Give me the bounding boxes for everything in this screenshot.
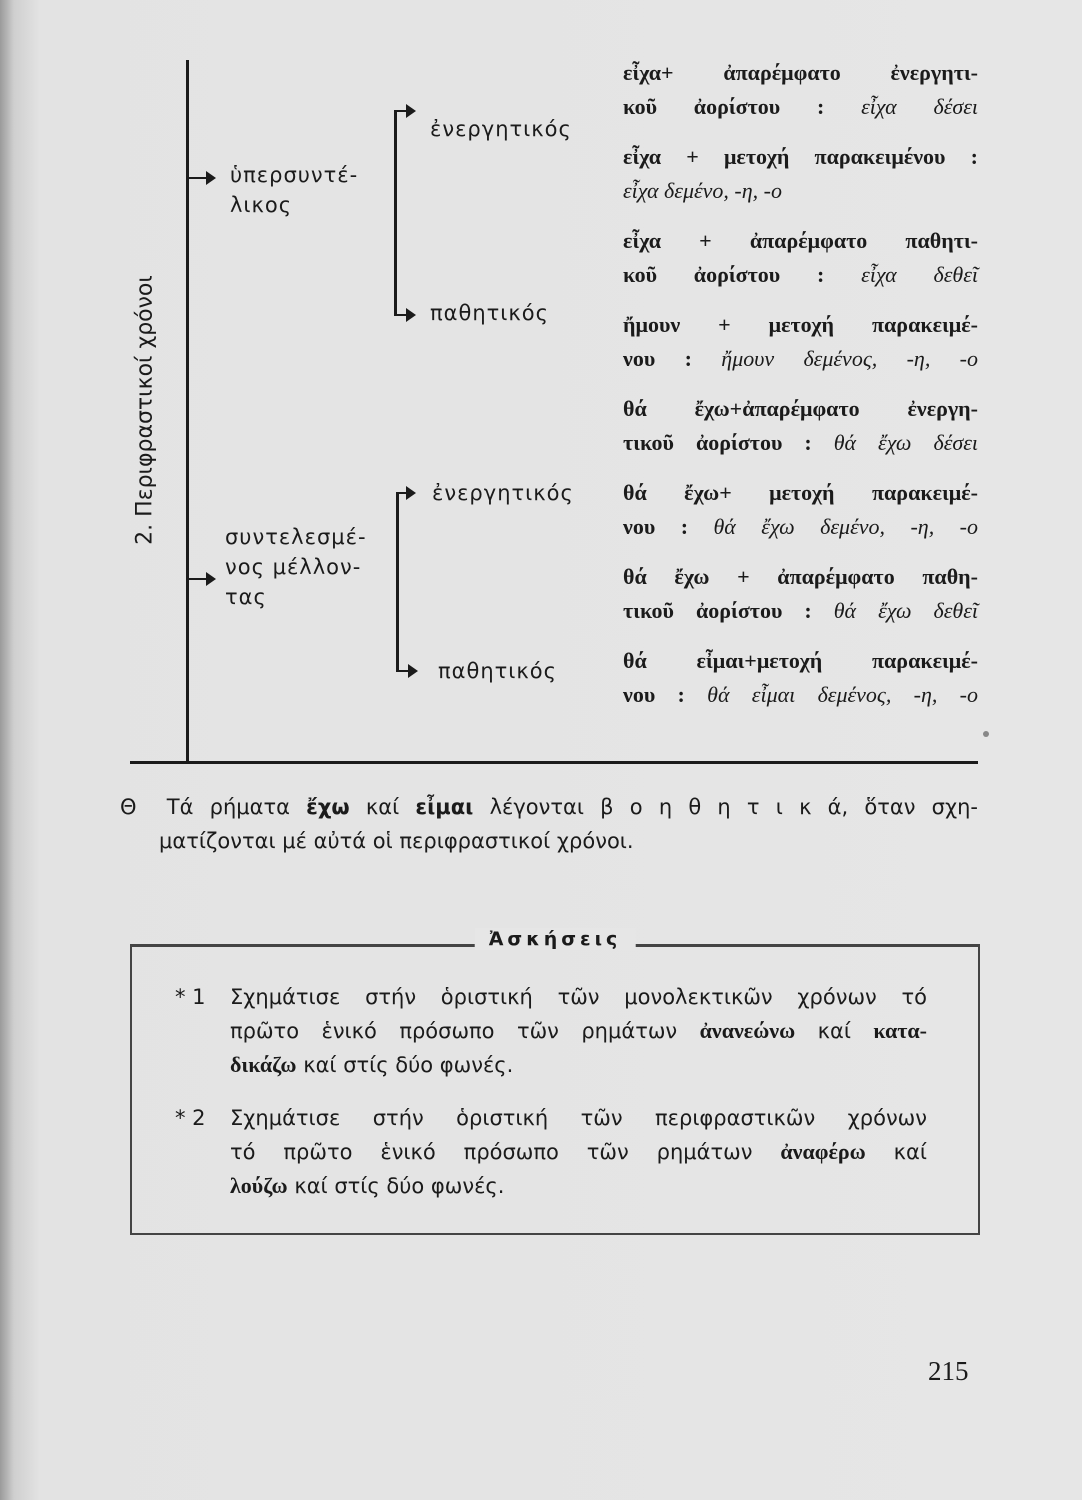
form-construction: τικοῦ ἀορίστου : [623, 430, 812, 455]
bold-term: ἔχω [306, 795, 350, 819]
form-line [623, 510, 978, 544]
exercise-number: * 1 [175, 985, 206, 1009]
form-line [623, 426, 978, 460]
form-construction: νου : [623, 346, 692, 371]
form-entry [623, 476, 978, 544]
theta-marker: Θ [120, 795, 153, 819]
passive-voice-label: παθητικός [430, 301, 549, 325]
bold-term: ἀναφέρω [780, 1139, 866, 1164]
form-construction: νου : [623, 682, 685, 707]
bold-term: ἀνανεώνω [699, 1018, 796, 1043]
exercise-line: πρῶτο ἑνικό πρόσωπο τῶν ρημάτων ἀνανεώνω καί κατα- [230, 1018, 927, 1043]
form-line [623, 90, 978, 124]
future-perfect-label-line: συντελεσμέ- [225, 525, 367, 549]
exercise-line: δικάζω καί στίς δύο φωνές. [230, 1052, 514, 1077]
form-entry [623, 644, 978, 712]
arrow-icon [398, 492, 414, 494]
form-entry [623, 56, 978, 124]
exercise-text [230, 980, 927, 1082]
page-number: 215 [928, 1356, 969, 1386]
form-construction: εἶχα+ ἀπαρέμφατο ἐνεργητι- [623, 60, 978, 85]
arrow-icon [396, 314, 414, 316]
form-line [623, 644, 978, 678]
form-entry [623, 308, 978, 376]
bracket-line [396, 492, 399, 672]
form-example: θά ἔχω δεμένο, -η, -ο [713, 514, 978, 539]
arrow-icon [398, 670, 416, 672]
bold-term: κατα- [873, 1018, 927, 1043]
pluperfect-label-line: λικος [230, 193, 293, 217]
periphrastic-forms-list [623, 56, 978, 728]
auxiliary-verbs-note [120, 790, 978, 858]
diagram-trunk-line [186, 60, 189, 763]
exercise-item [175, 1101, 927, 1203]
bracket-line [394, 110, 397, 316]
form-example: θά ἔχω δεθεῖ [833, 598, 979, 623]
form-example: θά εἶμαι δεμένος, -η, -ο [707, 682, 978, 707]
passive-voice-label: παθητικός [438, 659, 557, 683]
form-line [623, 678, 978, 712]
diagram-bottom-rule [130, 761, 978, 764]
form-construction: θά ἔχω+ μετοχή παρακειμέ- [623, 480, 978, 505]
exercise-line: λούζω καί στίς δύο φωνές. [230, 1173, 505, 1198]
pluperfect-label [230, 160, 358, 220]
form-construction: θά εἶμαι+μετοχή παρακειμέ- [623, 648, 978, 673]
form-example: ἤμουν δεμένος, -η, -ο [721, 346, 979, 371]
bold-term: λούζω [230, 1173, 288, 1198]
exercise-line: Σχημάτισε στήν ὁριστική τῶν περιφραστικῶν χρόνων [230, 1106, 927, 1130]
note-line: Θ Τά ρήματα ἔχω καί εἶμαι λέγονται β ο η θ η τ ι κ ά, ὅταν σχη- [120, 795, 978, 819]
form-construction: θά ἔχω+ἀπαρέμφατο ἐνεργη- [623, 396, 978, 421]
form-line [623, 476, 978, 510]
exercises-title: Ἀσκήσεις [475, 928, 636, 950]
active-voice-label: ἐνεργητικός [432, 481, 574, 505]
form-construction: κοῦ ἀορίστου : [623, 94, 825, 119]
form-line [623, 594, 978, 628]
form-example: εἶχα δεμένο, -η, -ο [623, 178, 782, 203]
form-line [623, 342, 978, 376]
form-construction: εἶχα + ἀπαρέμφατο παθητι- [623, 228, 978, 253]
form-example: εἶχα δεθεῖ [861, 262, 978, 287]
form-construction: θά ἔχω + ἀπαρέμφατο παθη- [623, 564, 978, 589]
form-construction: κοῦ ἀορίστου : [623, 262, 825, 287]
form-example: θά ἔχω δέσει [833, 430, 978, 455]
form-line [623, 392, 978, 426]
form-line [623, 56, 978, 90]
form-construction: εἶχα + μετοχή παρακειμένου : [623, 144, 978, 169]
future-perfect-label-line: τας [225, 585, 267, 609]
form-example: εἶχα δέσει [861, 94, 978, 119]
form-line [623, 174, 978, 208]
arrow-icon [188, 177, 214, 179]
form-entry [623, 224, 978, 292]
form-entry [623, 392, 978, 460]
future-perfect-label-line: νος μέλλον- [225, 555, 362, 579]
form-construction: ἤμουν + μετοχή παρακειμέ- [623, 312, 978, 337]
form-line [623, 224, 978, 258]
exercise-line: Σχημάτισε στήν ὁριστική τῶν μονολεκτικῶν χρόνων τό [230, 985, 927, 1009]
note-line: ματίζονται μέ αὐτά οἱ περιφραστικοί χρόνοι. [159, 829, 634, 853]
form-line [623, 308, 978, 342]
exercise-number: * 2 [175, 1106, 206, 1130]
form-line [623, 560, 978, 594]
form-line [623, 258, 978, 292]
active-voice-label: ἐνεργητικός [430, 117, 572, 141]
form-entry [623, 560, 978, 628]
exercise-item [175, 980, 927, 1082]
section-label: 2. Περιφραστικοί χρόνοι [132, 275, 158, 545]
arrow-icon [396, 110, 414, 112]
bold-term: δικάζω [230, 1052, 297, 1077]
exercise-text [230, 1101, 927, 1203]
bold-term: εἶμαι [415, 795, 474, 819]
form-entry [623, 140, 978, 208]
exercise-line: τό πρῶτο ἑνικό πρόσωπο τῶν ρημάτων ἀναφέρω καί [230, 1139, 927, 1164]
form-construction: τικοῦ ἀορίστου : [623, 598, 812, 623]
form-construction: νου : [623, 514, 689, 539]
arrow-icon [188, 578, 214, 580]
pluperfect-label-line: ὑπερσυντέ- [230, 163, 359, 187]
future-perfect-label [225, 522, 367, 612]
form-line [623, 140, 978, 174]
ink-dot [983, 731, 989, 737]
